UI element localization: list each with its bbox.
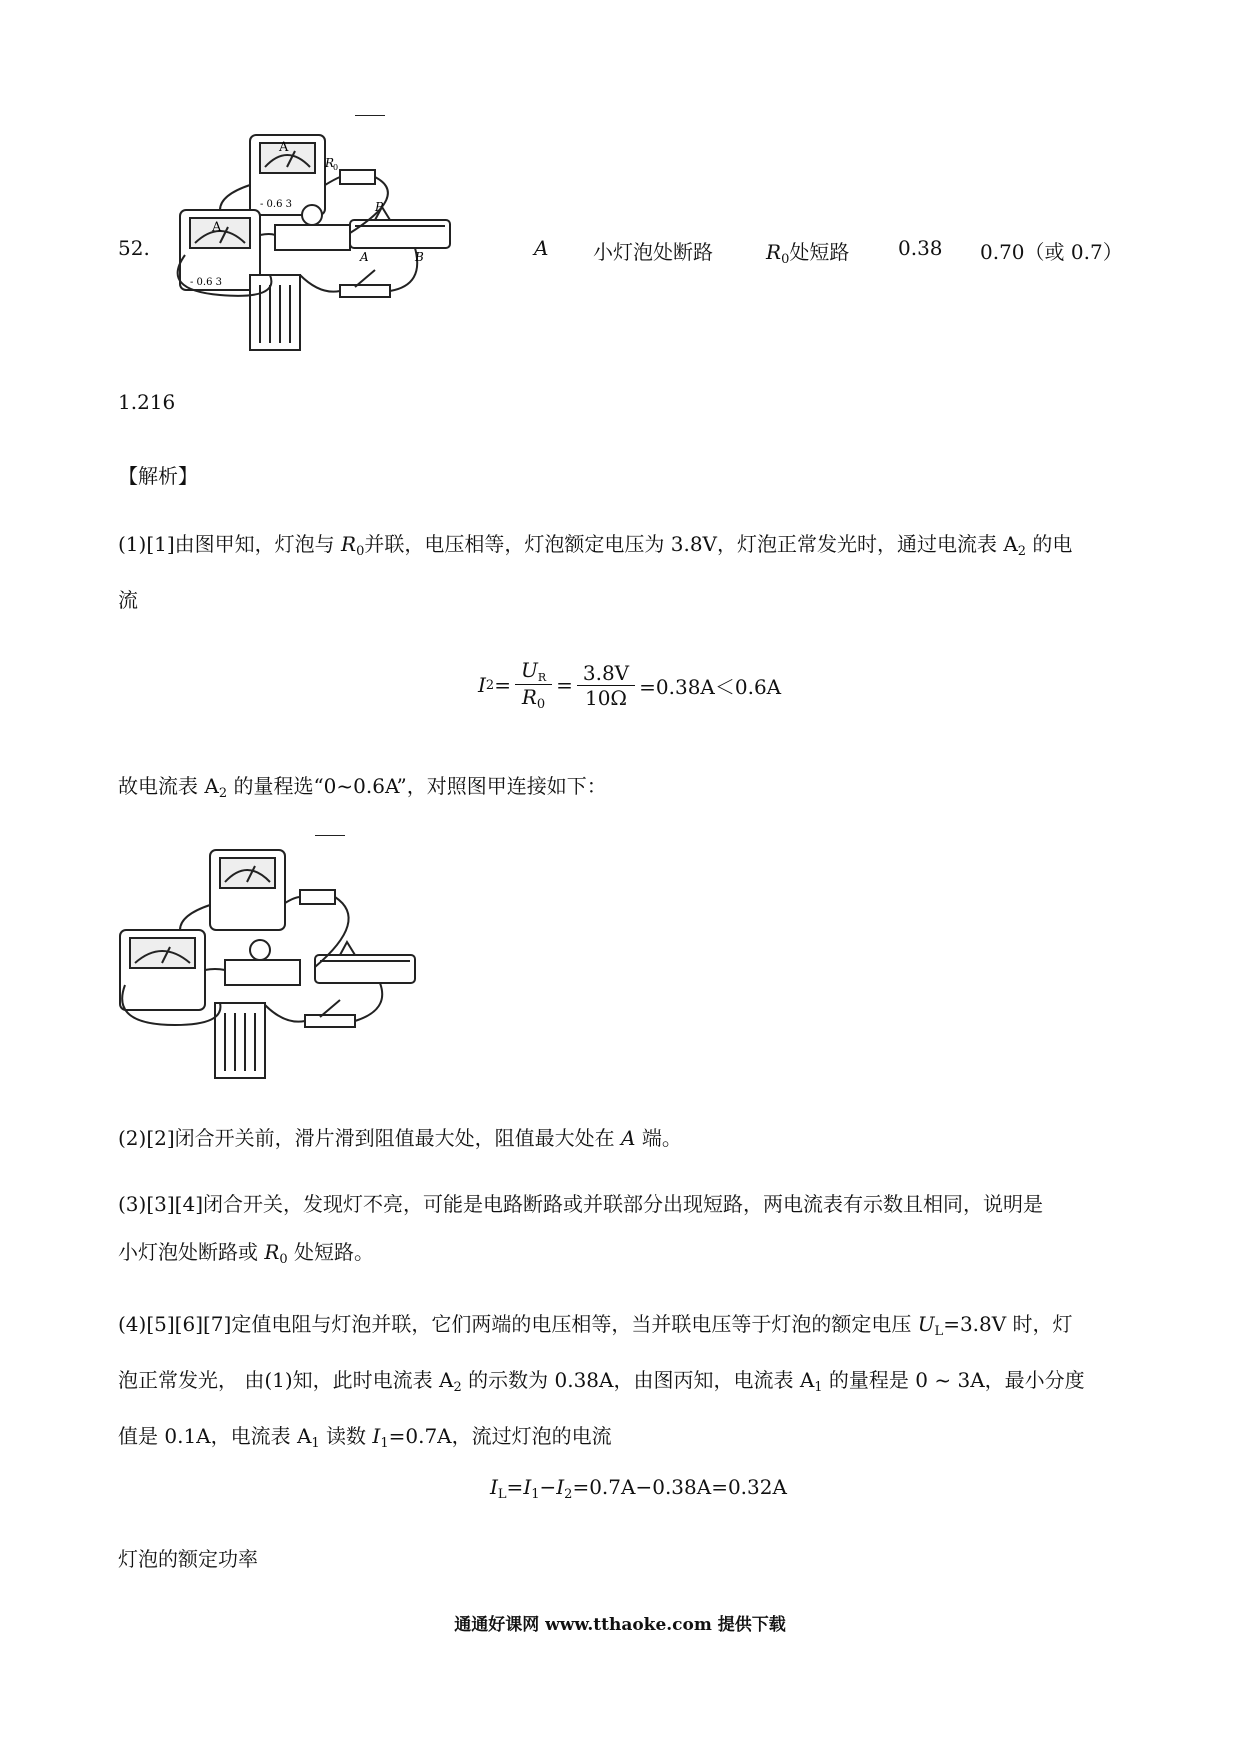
- subscript: 0: [279, 1252, 288, 1267]
- eq-result: =0.38A＜0.6A: [639, 674, 782, 699]
- text: 小灯泡处断路或: [118, 1240, 265, 1264]
- subscript: 2: [218, 786, 228, 801]
- text: 处短路。: [287, 1240, 375, 1264]
- analysis-heading: 【解析】: [118, 464, 198, 488]
- eq-subscript: 0: [536, 697, 546, 712]
- analysis-paragraph-6: 灯泡的额定功率: [118, 1547, 258, 1571]
- eq-subscript: 2: [564, 1487, 573, 1502]
- ammeter-label: A: [212, 220, 222, 235]
- text: (2)[2]闭合开关前，滑片滑到阻值最大处，阻值最大处在: [118, 1126, 622, 1150]
- terminal-a-label: A: [360, 250, 369, 264]
- subscript: 2: [453, 1380, 462, 1395]
- symbol: U: [917, 1312, 935, 1336]
- subscript: 1: [814, 1380, 823, 1395]
- terminal-b-label: B: [415, 250, 424, 264]
- eq-numerator: 3.8V: [577, 661, 635, 686]
- text: 并联，电压相等，灯泡额定电压为 3.8V，灯泡正常发光时，通过电流表 A: [364, 532, 1018, 556]
- question-number: 52.: [118, 236, 150, 260]
- answer-3: [766, 236, 849, 267]
- equation-2: [490, 1475, 787, 1502]
- eq-sign: =: [506, 1475, 524, 1499]
- text: (1)[1]由图甲知，灯泡与: [118, 532, 342, 556]
- r0-label: R: [325, 156, 335, 170]
- subscript: 1: [311, 1436, 320, 1451]
- eq-subscript: R: [537, 671, 547, 684]
- answer-5: 0.70（或 0.7）: [980, 240, 1123, 264]
- text: 的量程是 0 ~ 3A，最小分度: [822, 1368, 1085, 1392]
- eq-result: =0.7A−0.38A=0.32A: [572, 1475, 787, 1499]
- subscript: 0: [356, 544, 365, 559]
- analysis-paragraph-2: [118, 770, 607, 801]
- ammeter-scale-label: - 0.6 3: [190, 277, 223, 288]
- eq-subscript: 1: [531, 1487, 540, 1502]
- answer-1: A: [534, 236, 549, 260]
- eq-denominator: 10Ω: [584, 685, 628, 710]
- text: =3.8V 时，灯: [943, 1312, 1073, 1336]
- text: (4)[5][6][7]定值电阻与灯泡并联，它们两端的电压相等，当并联电压等于灯泡的额定电压: [118, 1312, 918, 1336]
- analysis-paragraph-5: [118, 1300, 1130, 1468]
- eq-subscript: L: [497, 1487, 507, 1502]
- eq-symbol: R: [521, 685, 537, 709]
- eq-subscript: 2: [485, 677, 495, 693]
- eq-symbol: I: [556, 1475, 565, 1499]
- symbol: R: [264, 1240, 280, 1264]
- fraction-2: [577, 661, 635, 710]
- subscript: L: [934, 1324, 944, 1339]
- slider-p-label: P: [375, 200, 384, 214]
- text: =0.7A，流过灯泡的电流: [388, 1424, 612, 1448]
- answer-6: 1.216: [118, 390, 176, 414]
- text: (3)[3][4]闭合开关，发现灯不亮，可能是电路断路或并联部分出现短路，两电流表有示数且相同，说明是: [118, 1192, 1043, 1216]
- eq-sign: −: [539, 1475, 557, 1499]
- eq-symbol: I: [523, 1475, 532, 1499]
- circuit-figure-bottom: [115, 835, 455, 1085]
- text: 泡正常发光， 由(1)知，此时电流表 A: [118, 1368, 454, 1392]
- text: 读数: [319, 1424, 373, 1448]
- analysis-paragraph-1: [118, 520, 1130, 624]
- analysis-paragraph-4: [118, 1180, 1130, 1284]
- text: 故电流表 A: [118, 774, 219, 798]
- analysis-paragraph-3: [118, 1122, 682, 1151]
- symbol: I: [372, 1424, 381, 1448]
- eq-sign: =: [494, 673, 511, 697]
- eq-symbol: U: [520, 658, 538, 682]
- answer-2: 小灯泡处断路: [593, 240, 713, 264]
- answer-4: 0.38: [898, 236, 943, 260]
- subscript: 1: [380, 1436, 389, 1451]
- circuit-figure-top: [160, 115, 500, 375]
- symbol: R: [341, 532, 357, 556]
- symbol: A: [621, 1126, 636, 1150]
- eq-symbol: I: [490, 1475, 498, 1499]
- answer-3-subscript: 0: [781, 252, 790, 267]
- fraction-1: [515, 658, 552, 712]
- answer-3-symbol: R: [766, 240, 782, 264]
- text: 的示数为 0.38A，由图丙知，电流表 A: [461, 1368, 815, 1392]
- r0-sub-label: 0: [333, 163, 339, 172]
- eq-symbol: I: [478, 673, 486, 697]
- ammeter-label: A: [279, 140, 289, 155]
- ammeter-scale-label: - 0.6 3: [260, 199, 293, 210]
- text: 值是 0.1A，电流表 A: [118, 1424, 312, 1448]
- text: 的量程选“0~0.6A”，对照图甲连接如下：: [227, 774, 607, 798]
- text: 流: [118, 588, 138, 612]
- text: 的电: [1026, 532, 1073, 556]
- equation-1: [478, 650, 781, 720]
- page-footer: 通通好课网 www.tthaoke.com 提供下载: [454, 1615, 786, 1635]
- answer-3-text: 处短路: [789, 240, 850, 264]
- subscript: 2: [1017, 544, 1027, 559]
- eq-sign: =: [556, 673, 573, 697]
- text: 端。: [635, 1126, 682, 1150]
